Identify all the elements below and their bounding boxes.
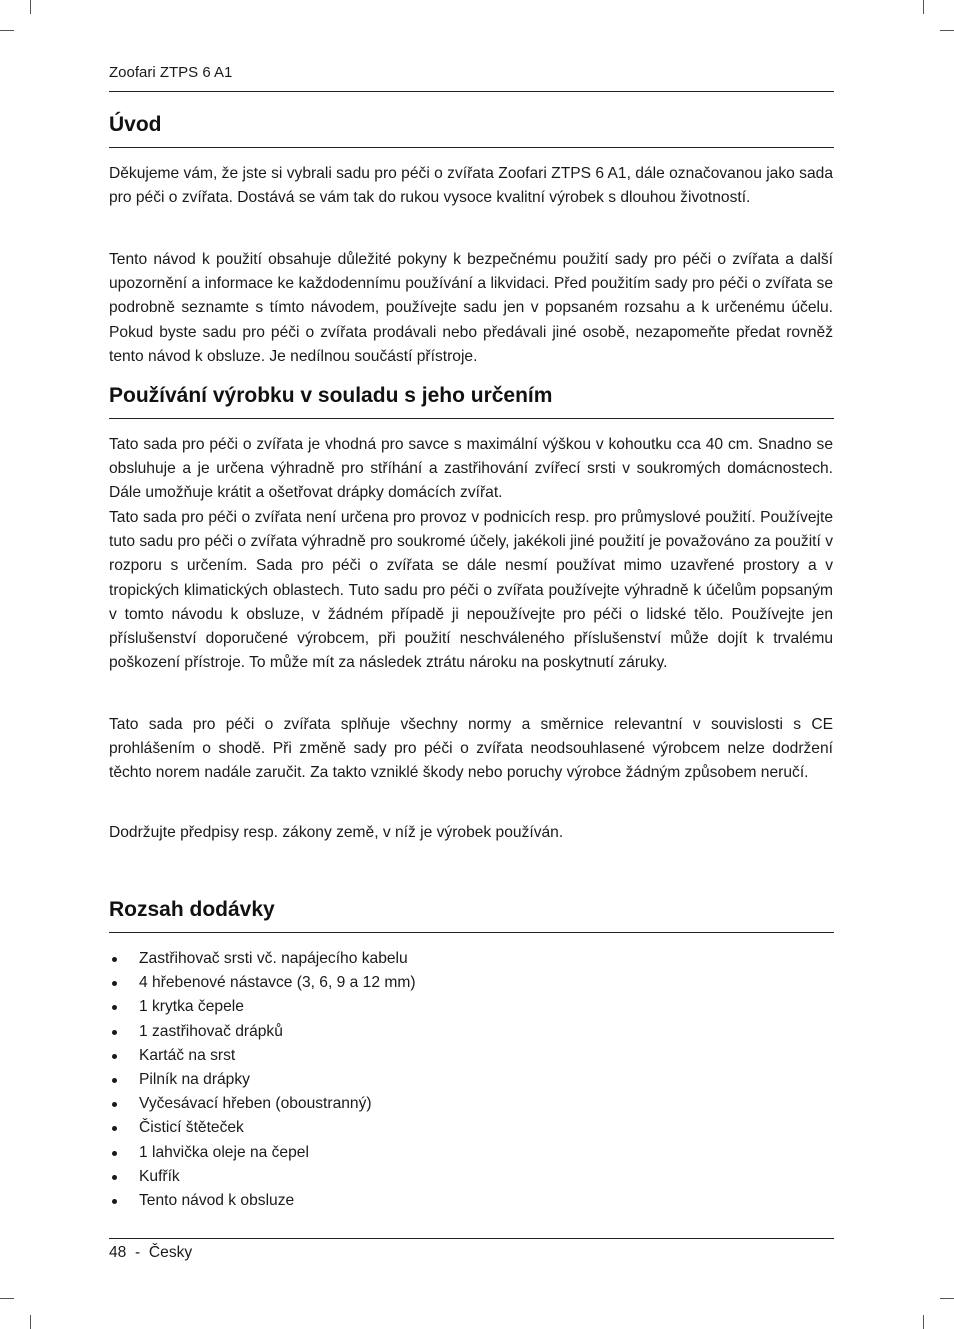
crop-mark [0, 30, 14, 31]
list-item: 1 lahvička oleje na čepel [109, 1141, 416, 1165]
section-rule [109, 147, 834, 148]
crop-mark [940, 30, 954, 31]
list-item: Zastřihovač srsti vč. napájecího kabelu [109, 947, 416, 971]
list-item: 4 hřebenové nástavce (3, 6, 9 a 12 mm) [109, 971, 416, 995]
list-item: Pilník na drápky [109, 1068, 416, 1092]
list-item: Tento návod k obsluze [109, 1189, 416, 1213]
section-heading-intro: Úvod [109, 113, 162, 136]
page-footer [109, 1244, 192, 1262]
footer-separator: - [135, 1244, 141, 1261]
section-rule [109, 418, 834, 419]
header-rule [109, 91, 834, 92]
section-heading-delivery-scope: Rozsah dodávky [109, 898, 275, 921]
list-item: Vyčesávací hřeben (oboustranný) [109, 1092, 416, 1116]
paragraph: Děkujeme vám, že jste si vybrali sadu pro péči o zvířata Zoofari ZTPS 6 A1, dále označovanou jako sada pro péči o zvířata. Dostává se vám tak do rukou vysoce kvalitní výrobek s dlouhou životností. [109, 165, 833, 207]
crop-mark [940, 1298, 954, 1299]
list-item: Kufřík [109, 1165, 416, 1189]
list-item: 1 krytka čepele [109, 995, 416, 1019]
crop-mark [923, 1315, 924, 1329]
paragraph: Tato sada pro péči o zvířata je vhodná pro savce s maximální výškou v kohoutku cca 40 cm. Snadno se obsluhuje a je určena výhradně pro stříhání a zastřihování zvířecí srsti v soukromých domácnostech. Dále umožňuje krátit a ošetřovat drápky domácích zvířat. [109, 436, 833, 502]
list-item: 1 zastřihovač drápků [109, 1020, 416, 1044]
list-item: Kartáč na srst [109, 1044, 416, 1068]
crop-mark [30, 1315, 31, 1329]
crop-mark [30, 0, 31, 14]
footer-rule [109, 1238, 834, 1239]
footer-language: Česky [148, 1244, 193, 1261]
crop-mark [923, 0, 924, 14]
list-item: Čisticí štěteček [109, 1116, 416, 1140]
section-rule [109, 932, 834, 933]
paragraph: Tato sada pro péči o zvířata není určena pro provoz v podnicích resp. pro průmyslové použití. Používejte tuto sadu pro péči o zvířata výhradně pro soukromé účely, jakékoli jiné použití je považováno za použití v rozporu s určením. Sada pro péči o zvířata se dále nesmí používat mimo uzavřené prostory a v tropických klimatických oblastech. Tuto sadu pro péči o zvířata používejte výhradně k účelům popsaným v tomto návodu k obsluze, v žádném případě ji nepoužívejte pro péči o lidské tělo. Používejte jen příslušenství doporučené výrobcem, při použití neschváleného příslušenství může dojít k trvalému poškození přístroje. To může mít za následek ztrátu nároku na poskytnutí záruky. [109, 509, 833, 672]
paragraph: Tento návod k použití obsahuje důležité pokyny k bezpečnému použití sady pro péči o zvířata a další upozornění a informace ke každodennímu používání a likvidaci. Před použitím sady pro péči o zvířata se podrobně seznamte s tímto návodem, používejte sadu jen v popsaném rozsahu a k určenému účelu. Pokud byste sadu pro péči o zvířata prodávali nebo předávali jiné osobě, nezapomeňte předat rovněž tento návod k obsluze. Je nedílnou součástí přístroje. [109, 251, 833, 365]
page-number: 48 [109, 1244, 127, 1261]
paragraph: Dodržujte předpisy resp. zákony země, v níž je výrobek používán. [109, 824, 564, 841]
paragraph: Tato sada pro péči o zvířata splňuje všechny normy a směrnice relevantní v souvislosti s CE prohlášením o shodě. Při změně sady pro péči o zvířata neodsouhlasené výrobcem nelze dodržení těchto norem nadále zaručit. Za takto vzniklé škody nebo poruchy výrobce žádným způsobem neručí. [109, 716, 833, 782]
document-header-title: Zoofari ZTPS 6 A1 [109, 64, 233, 81]
delivery-list [109, 947, 416, 1213]
crop-mark [0, 1298, 14, 1299]
section-heading-intended-use: Používání výrobku v souladu s jeho určením [109, 384, 553, 407]
